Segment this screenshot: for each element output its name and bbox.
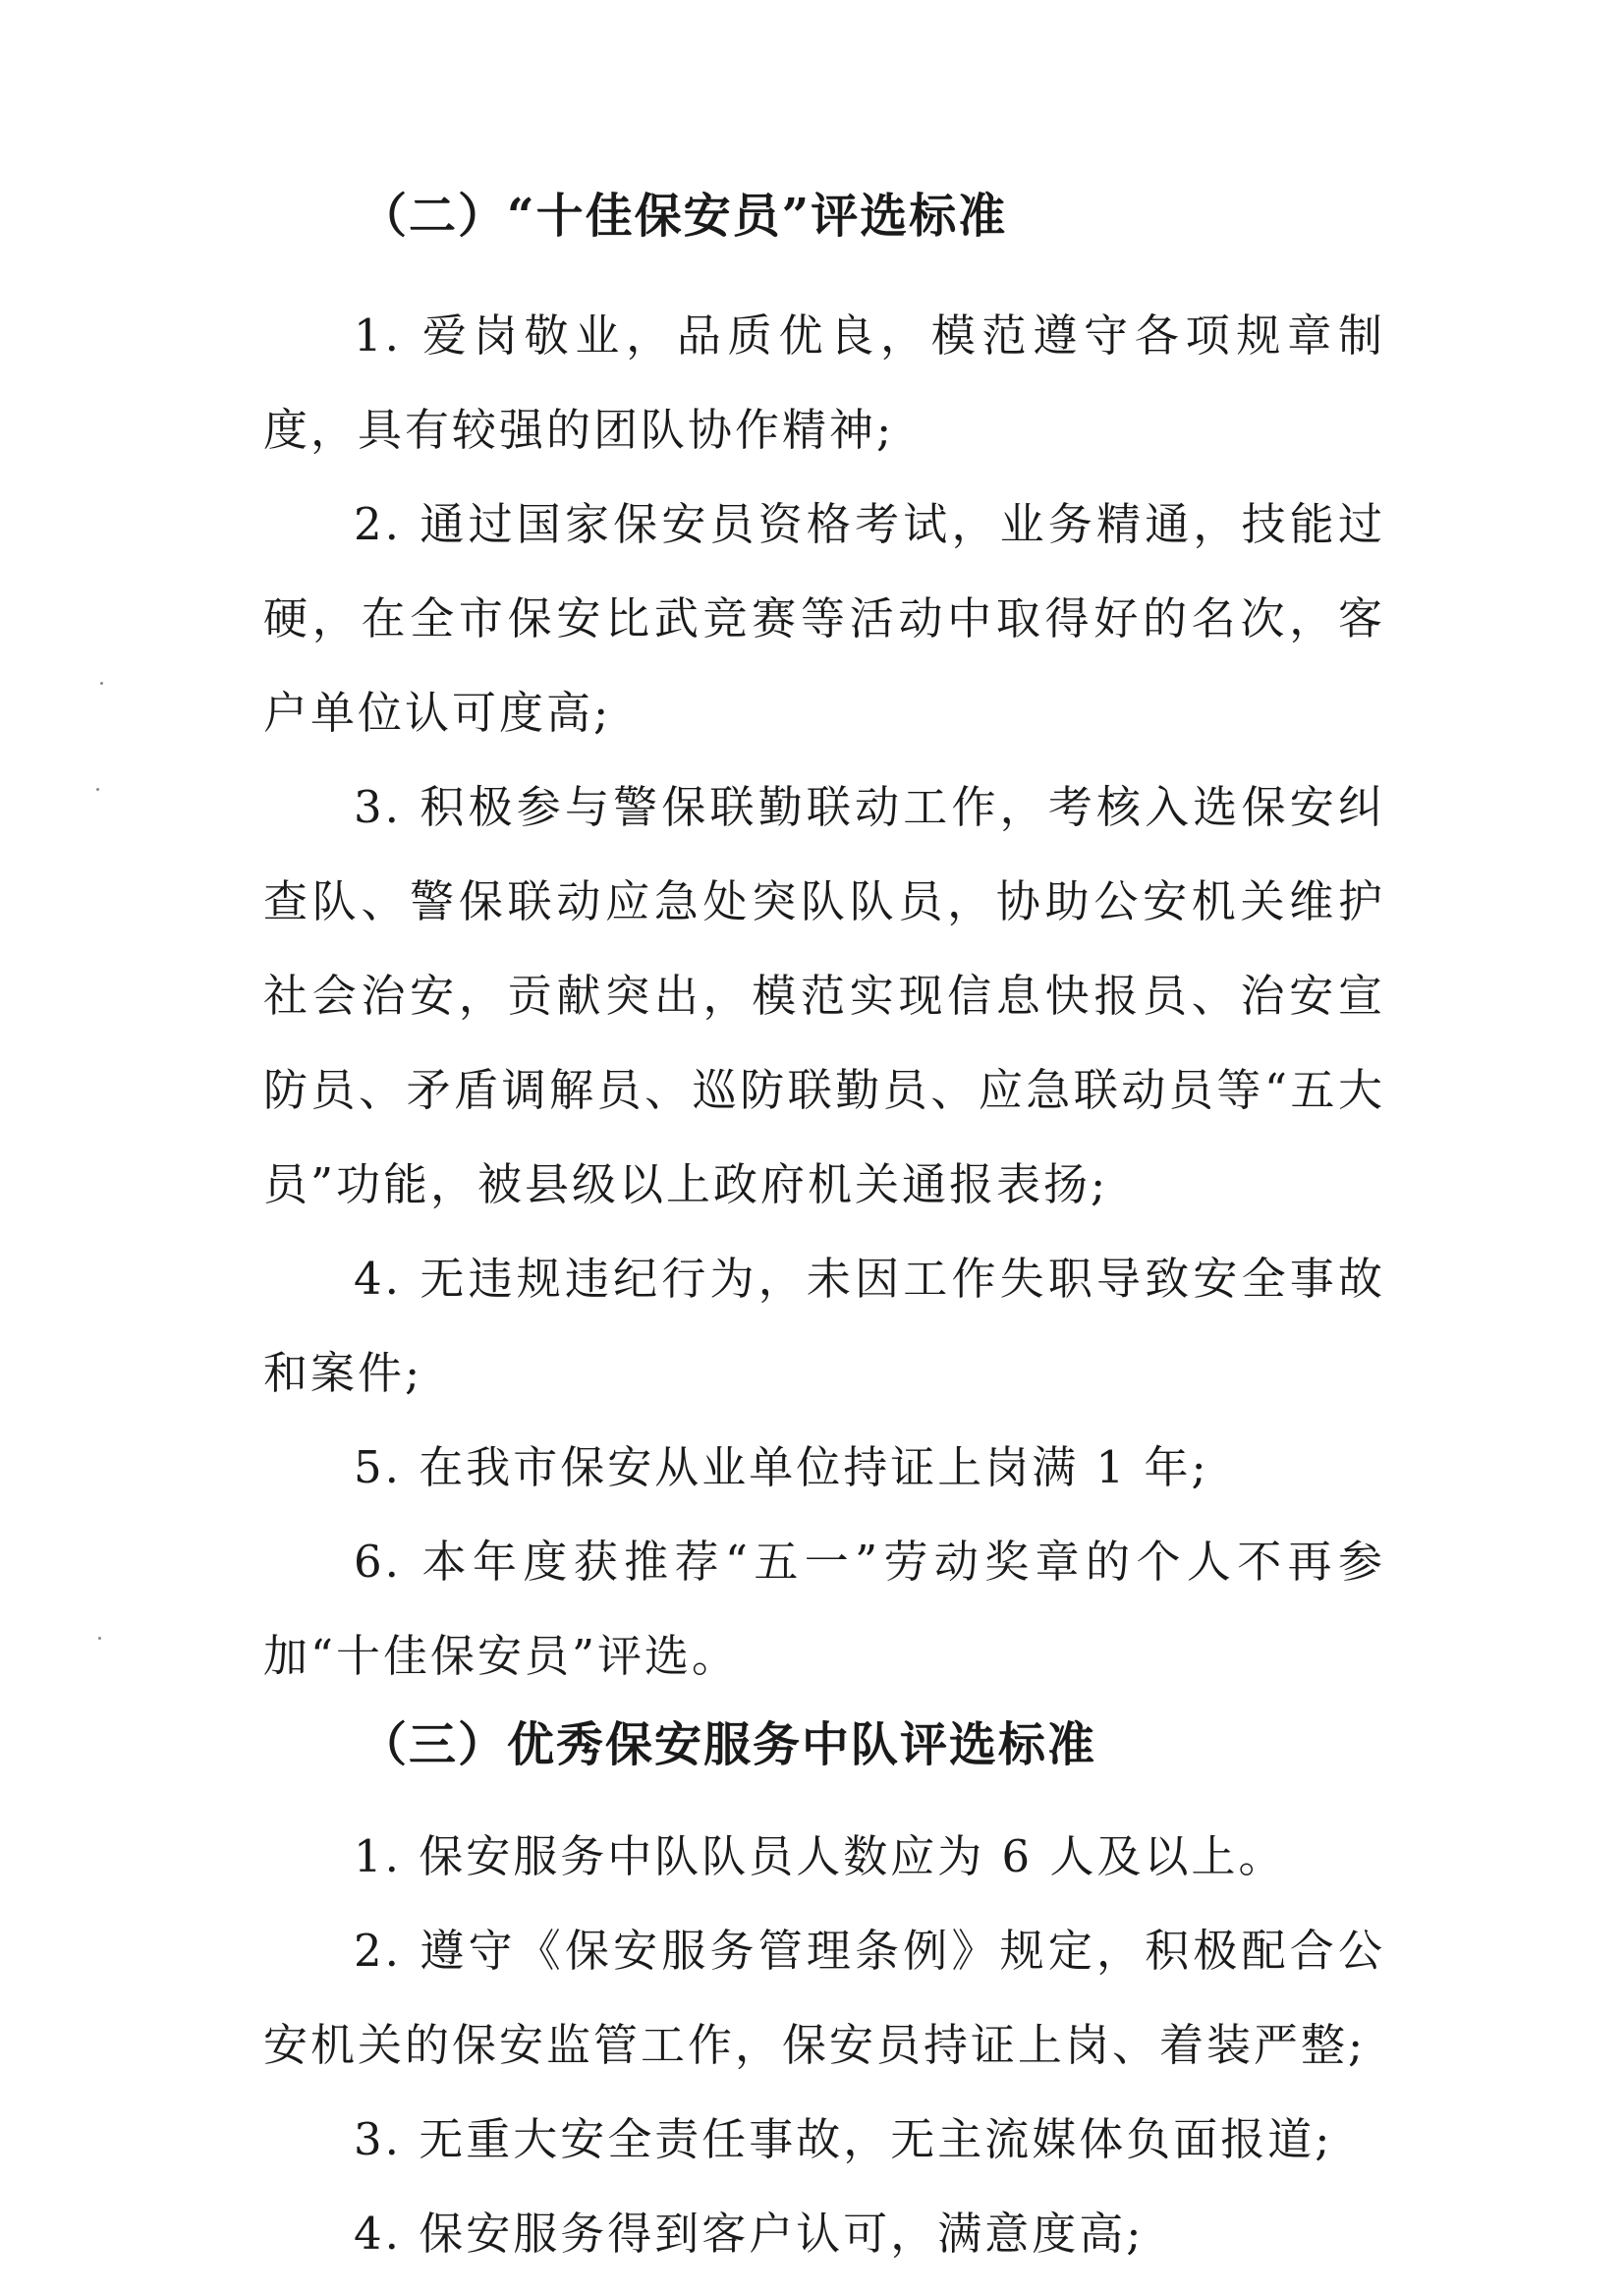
section-three-heading: （三）优秀保安服务中队评选标准 <box>360 1717 1097 1772</box>
section-two-item-5: 5. 在我市保安从业单位持证上岗满 1 年; <box>354 1441 1209 1493</box>
section-two-item-2: 2. 通过国家保安员资格考试，业务精通，技能过硬，在全市保安比武竞赛等活动中取得好的名次，客户单位认可度高; <box>263 498 1385 739</box>
section-three-item-3: 3. 无重大安全责任事故，无主流媒体负面报道; <box>354 2113 1333 2165</box>
scan-speck <box>100 682 103 685</box>
scan-speck <box>98 1637 101 1640</box>
section-two-item-3: 3. 积极参与警保联勤联动工作，考核入选保安纠查队、警保联动应急处突队队员，协助公安机关维护社会治安，贡献突出，模范实现信息快报员、治安宣防员、矛盾调解员、巡防联勤员、应急联动员等“五大员”功能，被县级以上政府机关通报表扬; <box>263 781 1385 1210</box>
scan-speck <box>96 788 99 791</box>
section-two-item-1: 1. 爱岗敬业，品质优良，模范遵守各项规章制度，具有较强的团队协作精神; <box>263 309 1385 456</box>
section-two-heading: （二）“十佳保安员”评选标准 <box>360 189 1008 244</box>
section-three-item-1: 1. 保安服务中队队员人数应为 6 人及以上。 <box>354 1830 1286 1882</box>
document-body <box>263 189 1385 2281</box>
section-three-item-4: 4. 保安服务得到客户认可，满意度高; <box>354 2208 1145 2260</box>
section-two-item-4: 4. 无违规违纪行为，未因工作失职导致安全事故和案件; <box>263 1253 1385 1399</box>
section-two-item-6: 6. 本年度获推荐“五一”劳动奖章的个人不再参加“十佳保安员”评选。 <box>263 1536 1385 1682</box>
section-three-item-2: 2. 遵守《保安服务管理条例》规定，积极配合公安机关的保安监管工作，保安员持证上岗、着装严整; <box>263 1925 1385 2071</box>
